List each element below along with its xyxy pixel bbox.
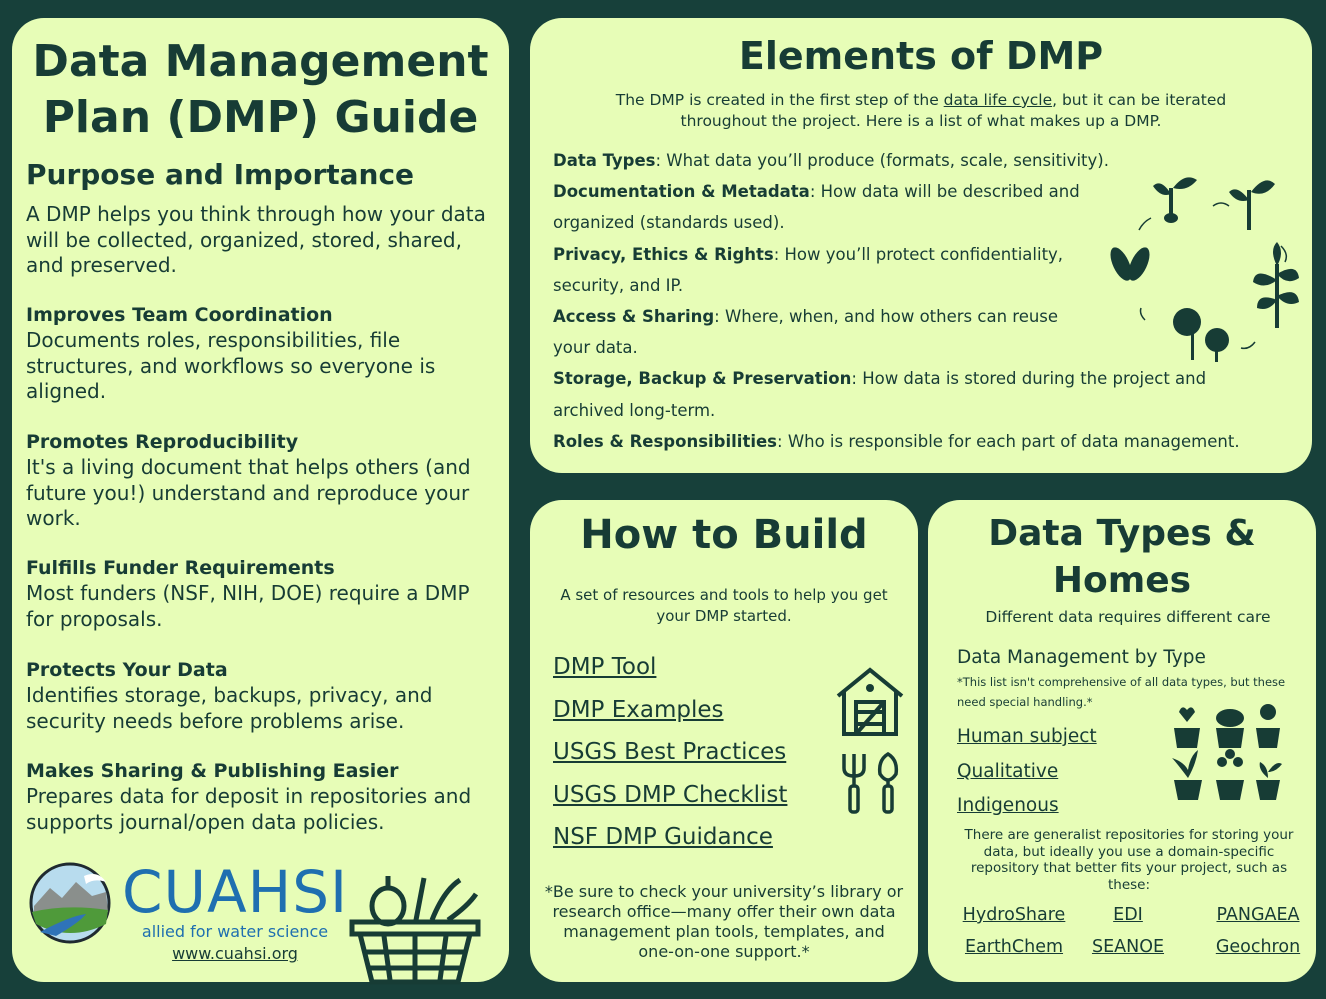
item-body: Identifies storage, backups, privacy, and security needs before problems arise. [26,683,433,733]
list-item [553,363,1240,394]
cuahsi-wordmark: CUAHSI [122,858,349,926]
build-title: How to Build [580,512,868,558]
dmp-examples-link[interactable]: DMP Examples [553,696,724,723]
element-desc: : How data is stored during the project and [851,369,1207,389]
data-types-panel [928,500,1316,982]
data-life-cycle-link[interactable]: data life cycle [943,91,1053,109]
geochron-link[interactable]: Geochron [1215,937,1301,957]
purpose-intro: A DMP helps you think through how your data will be collected, organized, stored, shared, and preserved. [26,202,486,277]
element-desc: security, and IP. [553,275,684,295]
item-title: Fulfills Funder Requirements [26,557,335,579]
element-desc: : What data you’ll produce (formats, scale, sensitivity). [655,151,1109,170]
item-body: Documents roles, responsibilities, file structures, and workflows so everyone is aligned. [26,328,436,403]
data-type-links [957,720,1097,824]
usgs-dmp-checklist-link[interactable]: USGS DMP Checklist [553,781,788,808]
item-body: Prepares data for deposit in repositories and supports journal/open data policies. [26,784,472,834]
human-subject-link[interactable]: Human subject [957,726,1097,747]
how-to-build-panel [530,500,918,982]
item-sharing-publishing [26,759,501,835]
item-protects-data [26,658,501,734]
item-title: Promotes Reproducibility [26,431,299,453]
elements-title: Elements of DMP [738,34,1104,78]
types-note: *This list isn't comprehensive of all data types, but these need special handling.* [957,675,1286,709]
page-title: Data Management Plan (DMP) Guide [32,36,489,143]
earthchem-link[interactable]: EarthChem [964,937,1064,957]
element-term: Access & Sharing [553,307,715,327]
element-term: Storage, Backup & Preservation [553,369,852,389]
elements-intro [590,90,1252,132]
item-title: Protects Your Data [26,659,228,681]
element-term: Data Types [553,151,656,170]
build-note: *Be sure to check your university’s library or research office—many offer their own data management plan tools, templates, and one-on-one support.* [544,882,904,961]
item-title: Makes Sharing & Publishing Easier [26,760,399,782]
element-desc: : How data will be described and [809,182,1080,202]
logo-row [26,858,496,968]
element-term: Documentation & Metadata [553,182,810,202]
repository-text: There are generalist repositories for storing your data, but ideally you use a domain-specific repository that better fits your project, such as these: [964,827,1294,893]
item-team-coordination [26,303,501,405]
edi-link[interactable]: EDI [1113,905,1143,925]
cuahsi-url-link[interactable]: www.cuahsi.org [172,944,298,963]
plant-life-cycle-icon [1105,170,1303,362]
types-title-line: Data Types & [988,513,1256,554]
item-title: Improves Team Coordination [26,304,333,326]
potted-plants-icon [1168,700,1286,802]
element-term: Privacy, Ethics & Rights [553,244,774,264]
cuahsi-tagline: allied for water science [141,922,329,941]
element-desc: : Where, when, and how others can reuse [714,307,1059,327]
garden-tools-icon [838,750,904,816]
intro-text: The DMP is created in the first step of the [615,91,944,109]
list-item [553,426,1240,457]
usgs-best-practices-link[interactable]: USGS Best Practices [553,739,787,766]
element-desc: organized (standards used). [553,213,785,233]
element-desc: archived long-term. [553,400,716,420]
indigenous-link[interactable]: Indigenous [957,795,1059,816]
elements-panel [530,18,1312,473]
intro-text: , but it can be iterated throughout the project. Here is a list of what makes up a DMP. [680,91,1227,130]
pangaea-link[interactable]: PANGAEA [1216,905,1300,925]
types-heading: Data Management by Type [957,647,1206,668]
resource-links [553,646,787,859]
qualitative-link[interactable]: Qualitative [957,760,1059,782]
vegetable-basket-icon [344,870,486,988]
item-body: It's a living document that helps others (and future you!) understand and reproduce your work. [26,455,471,530]
cuahsi-globe-logo [26,862,114,944]
element-desc: : How you’ll protect confidentiality, [773,244,1064,264]
element-desc: : Who is responsible for each part of data management. [777,431,1240,451]
element-term: Roles & Responsibilities [553,431,778,451]
list-item [553,395,1240,426]
element-desc: your data. [553,338,638,358]
item-reproducibility [26,430,501,532]
hydroshare-link[interactable]: HydroShare [962,905,1066,925]
guide-panel [12,18,509,982]
purpose-heading: Purpose and Importance [26,158,415,191]
item-funder-requirements [26,556,501,632]
dmp-tool-link[interactable]: DMP Tool [553,654,657,680]
seanoe-link[interactable]: SEANOE [1091,937,1165,957]
nsf-dmp-guidance-link[interactable]: NSF DMP Guidance [553,824,773,851]
build-subtitle: A set of resources and tools to help you get your DMP started. [560,586,888,625]
item-body: Most funders (NSF, NIH, DOE) require a DMP for proposals. [26,581,470,631]
types-title [928,510,1316,604]
types-title-line: Homes [1052,560,1192,601]
garden-shed-icon [834,666,906,738]
types-subtitle: Different data requires different care [985,608,1271,626]
